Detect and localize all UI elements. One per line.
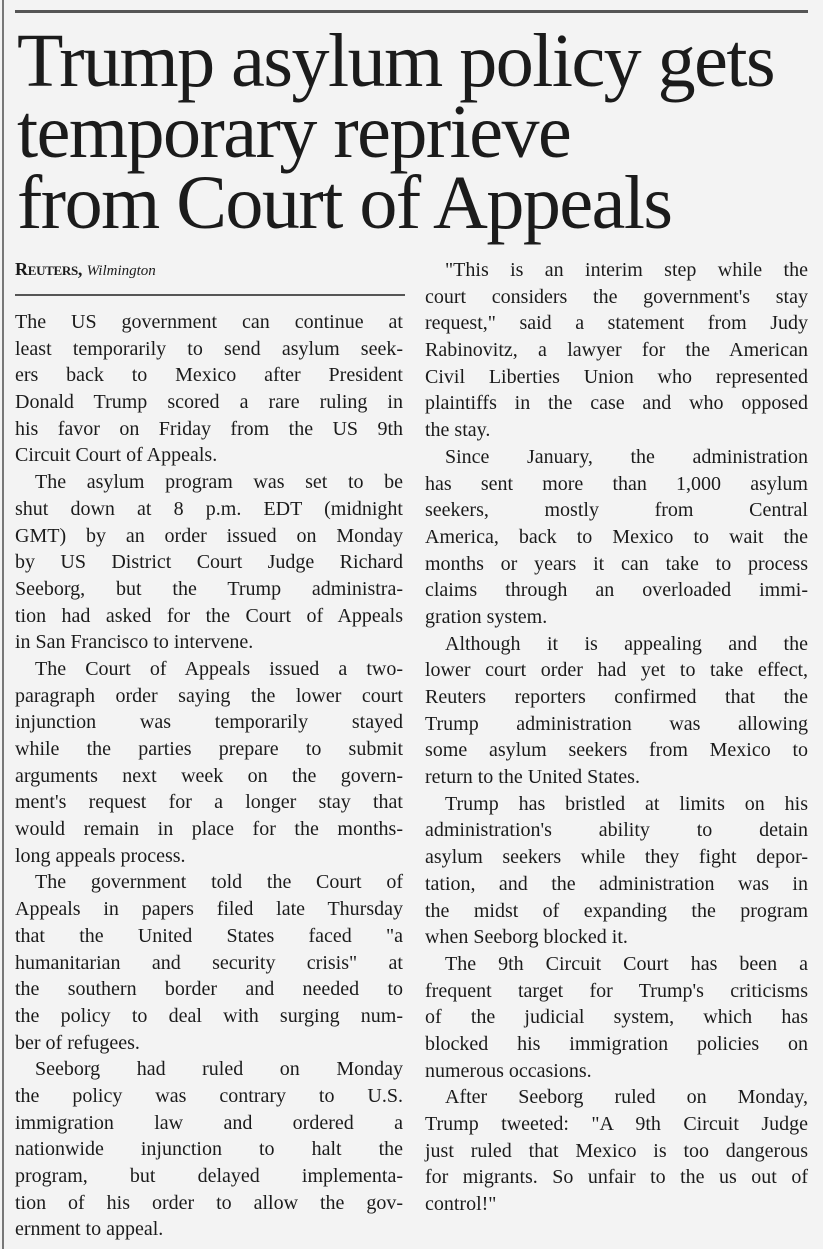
article-line: would remain in place for the months- bbox=[15, 818, 403, 841]
article-line: Donald Trump scored a rare ruling in bbox=[15, 391, 403, 414]
article-line: administration's ability to detain bbox=[425, 819, 808, 842]
article-line: Circuit Court of Appeals. bbox=[15, 444, 218, 467]
byline-agency: Reuters, bbox=[15, 259, 83, 279]
article-line: for migrants. So unfair to the us out of bbox=[425, 1166, 808, 1189]
article-column-left bbox=[15, 309, 403, 1243]
article-line: return to the United States. bbox=[425, 766, 640, 789]
article-line: numerous occasions. bbox=[425, 1059, 592, 1082]
article-paragraph bbox=[425, 257, 808, 444]
byline-dateline: Wilmington bbox=[86, 263, 156, 279]
article-line: least temporarily to send asylum seek- bbox=[15, 337, 403, 360]
article-line: asylum seekers while they fight depor- bbox=[425, 846, 808, 869]
article-line: the stay. bbox=[425, 419, 491, 442]
article-paragraph bbox=[425, 631, 808, 791]
article-line: claims through an overloaded immi- bbox=[425, 579, 808, 602]
article-line: the southern border and needed to bbox=[15, 978, 403, 1001]
article-line: Trump has bristled at limits on his bbox=[445, 792, 808, 815]
article-line: by US District Court Judge Richard bbox=[15, 551, 403, 574]
article-line: has sent more than 1,000 asylum bbox=[425, 472, 808, 495]
article-line: of the judicial system, which has bbox=[425, 1006, 808, 1029]
headline-line: Trump asylum policy gets bbox=[17, 19, 775, 103]
article-line: ment's request for a longer stay that bbox=[15, 791, 403, 814]
article-line: The Court of Appeals issued a two- bbox=[35, 657, 403, 680]
headline-line: from Court of Appeals bbox=[17, 161, 672, 245]
article-line: just ruled that Mexico is too dangerous bbox=[425, 1139, 808, 1162]
article-line: Seeborg, but the Trump administra- bbox=[15, 577, 403, 600]
article-line: Trump tweeted: "A 9th Circuit Judge bbox=[425, 1113, 808, 1135]
article-line: injunction was temporarily stayed bbox=[15, 711, 403, 734]
article-line: frequent target for Trump's criticisms bbox=[425, 979, 808, 1002]
article-line: when Seeborg blocked it. bbox=[425, 926, 628, 949]
article-line: The government told the Court of bbox=[35, 871, 403, 894]
article-line: tion of his order to allow the gov- bbox=[15, 1191, 403, 1214]
clipping-left-border bbox=[2, 0, 4, 1249]
article-line: The US government can continue at bbox=[15, 311, 403, 333]
article-line: humanitarian and security crisis" at bbox=[15, 951, 403, 974]
article-line: the midst of expanding the program bbox=[425, 899, 808, 922]
article-paragraph bbox=[15, 869, 403, 1056]
headline bbox=[17, 19, 817, 245]
article-line: Seeborg had ruled on Monday bbox=[35, 1058, 403, 1081]
headline-line: temporary reprieve bbox=[17, 90, 571, 174]
top-rule-divider bbox=[15, 10, 808, 13]
article-line: tion had asked for the Court of Appeals bbox=[15, 604, 403, 627]
article-line: while the parties prepare to submit bbox=[15, 738, 403, 760]
article-paragraph bbox=[15, 469, 403, 656]
article-line: nationwide injunction to halt the bbox=[15, 1138, 403, 1161]
article-line: Since January, the administration bbox=[445, 445, 808, 468]
article-line: The 9th Circuit Court has been a bbox=[445, 952, 808, 975]
article-paragraph bbox=[425, 951, 808, 1084]
article-paragraph bbox=[425, 444, 808, 631]
article-line: control!" bbox=[425, 1193, 497, 1216]
article-line: program, but delayed implementa- bbox=[15, 1165, 403, 1187]
article-line: ernment to appeal. bbox=[15, 1218, 164, 1241]
article-line: long appeals process. bbox=[15, 844, 186, 867]
article-line: plaintiffs in the case and who opposed bbox=[425, 392, 808, 415]
article-line: some asylum seekers from Mexico to bbox=[425, 739, 808, 762]
article-line: his favor on Friday from the US 9th bbox=[15, 417, 403, 440]
article-line: GMT) by an order issued on Monday bbox=[15, 524, 403, 547]
article-line: arguments next week on the govern- bbox=[15, 764, 403, 787]
article-line: seekers, mostly from Central bbox=[425, 499, 808, 522]
article-line: "This is an interim step while the bbox=[445, 259, 808, 281]
article-line: request," said a statement from Judy bbox=[425, 312, 808, 335]
article-line: Trump administration was allowing bbox=[425, 712, 808, 735]
article-line: lower court order had yet to take effect, bbox=[425, 659, 808, 682]
article-line: After Seeborg ruled on Monday, bbox=[445, 1086, 808, 1109]
article-line: tation, and the administration was in bbox=[425, 872, 808, 895]
article-line: the policy to deal with surging num- bbox=[15, 1004, 403, 1027]
article-line: that the United States faced "a bbox=[15, 924, 403, 947]
article-line: Civil Liberties Union who represented bbox=[425, 365, 808, 388]
article-line: blocked his immigration policies on bbox=[425, 1032, 808, 1055]
byline-rule-divider bbox=[15, 294, 405, 296]
article-paragraph bbox=[15, 309, 403, 469]
article-line: the policy was contrary to U.S. bbox=[15, 1084, 403, 1107]
article-line: ers back to Mexico after President bbox=[15, 364, 403, 387]
article-line: Although it is appealing and the bbox=[445, 632, 808, 655]
article-line: immigration law and ordered a bbox=[15, 1111, 403, 1134]
article-line: ber of refugees. bbox=[15, 1031, 140, 1054]
article-paragraph bbox=[15, 1056, 403, 1243]
article-line: Reuters reporters confirmed that the bbox=[425, 686, 808, 708]
article-column-right bbox=[425, 257, 808, 1218]
article-paragraph bbox=[15, 656, 403, 870]
article-paragraph bbox=[425, 1084, 808, 1217]
article-line: court considers the government's stay bbox=[425, 285, 808, 308]
article-line: shut down at 8 p.m. EDT (midnight bbox=[15, 497, 403, 520]
article-line: gration system. bbox=[425, 605, 548, 628]
article-line: months or years it can take to process bbox=[425, 552, 808, 575]
article-paragraph bbox=[425, 791, 808, 951]
article-line: America, back to Mexico to wait the bbox=[425, 525, 808, 548]
article-line: Rabinovitz, a lawyer for the American bbox=[425, 339, 808, 362]
article-line: The asylum program was set to be bbox=[35, 471, 403, 494]
article-line: paragraph order saying the lower court bbox=[15, 684, 403, 707]
byline bbox=[15, 259, 156, 280]
article-line: Appeals in papers filed late Thursday bbox=[15, 898, 403, 921]
article-line: in San Francisco to intervene. bbox=[15, 631, 254, 654]
